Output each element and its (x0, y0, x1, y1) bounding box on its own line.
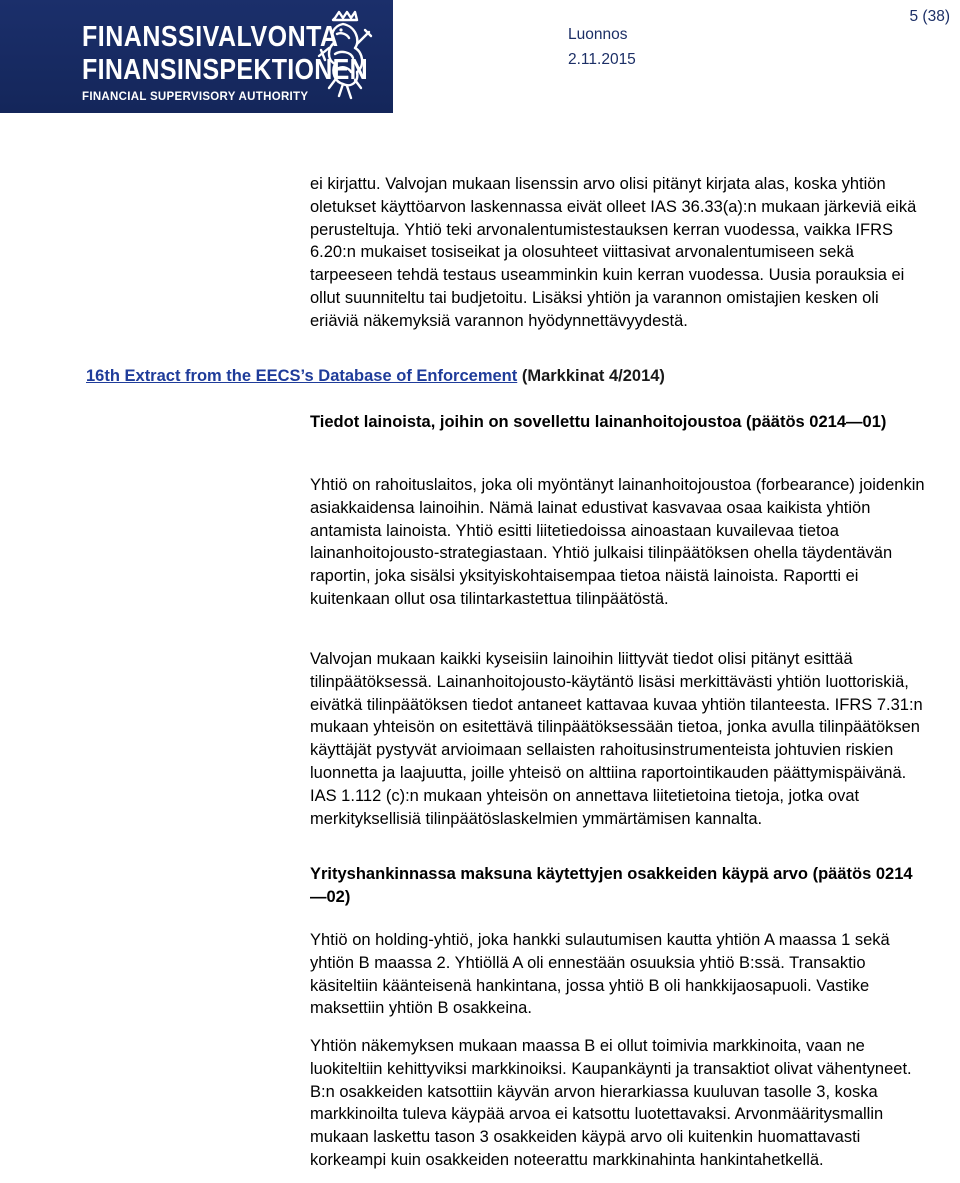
case2-paragraph-2: Yhtiön näkemyksen mukaan maassa B ei ollut toimivia markkinoita, vaan ne luokiteltiin kehittyviksi markkinoiksi. Kaupankäynti ja transaktiot olivat vähentyneet. B:n osakkeiden katsottiin käyvän arvon hierarkiassa kuuluvan tasolle 3, koska markkinoilta tuleva käypää arvoa ei katsottu luotettavaksi. Arvonmääritysmallin mukaan laskettu tason 3 osakkeiden käypä arvo oli kuitenkin huomattavasti korkeampi kuin osakkeiden noteerattu markkinahinta hankintahetkellä. (310, 1037, 912, 1169)
status-label: Luonnos (568, 26, 628, 43)
logo-line-en: FINANCIAL SUPERVISORY AUTHORITY (82, 91, 309, 103)
document-date: 2.11.2015 (568, 51, 636, 68)
extract-source: (Markkinat 4/2014) (517, 367, 665, 385)
case2-title: Yrityshankinnassa maksuna käytettyjen osakkeiden käypä arvo (päätös 0214—02) (310, 865, 913, 906)
logo-line-sv: FINANSINSPEKTIONEN (82, 53, 368, 87)
intro-paragraph-block (310, 173, 928, 333)
extract-reference (86, 367, 665, 386)
case2-title-block (310, 863, 928, 909)
page-number: 5 (38) (909, 8, 950, 25)
case2-paragraph-1: Yhtiö on holding-yhtiö, joka hankki sulautumisen kautta yhtiön A maassa 1 sekä yhtiön B maassa 2. Yhtiöllä A oli ennestään osuuksia yhtiö B:ssä. Transaktio käsiteltiin käänteisenä hankintana, jossa yhtiö B oli hankkijaosapuoli. Vastike maksettiin yhtiön B osakkeina. (310, 931, 890, 1018)
case1-title-block (310, 411, 928, 434)
case1-p1-block (310, 474, 928, 611)
document-header (0, 0, 960, 113)
case1-title: Tiedot lainoista, joihin on sovellettu lainanhoitojoustoa (päätös 0214—01) (310, 413, 887, 431)
lion-crest-icon (313, 8, 377, 104)
case2-p1-block (310, 929, 928, 1020)
logo (0, 0, 393, 113)
document-status (568, 22, 636, 72)
case1-paragraph-1: Yhtiö on rahoituslaitos, joka oli myöntänyt lainanhoitojoustoa (forbearance) joidenkin asiakkaidensa lainoihin. Nämä lainat edustivat kasvavaa osaa kaikista yhtiön antamista lainoista. Yhtiö esitti liitetiedoissa ainoastaan kuvailevaa tietoa lainanhoitojousto-strategiastaan. Yhtiö julkaisi tilinpäätöksen ohella täydentävän raportin, joka sisälsi yksityiskohtaisempaa tietoa näistä lainoista. Raportti ei kuitenkaan ollut osa tilintarkastettua tilinpäätöstä. (310, 476, 925, 608)
case2-p2-block (310, 1035, 928, 1172)
case1-p2-block (310, 648, 928, 830)
eecs-database-link[interactable]: 16th Extract from the EECS’s Database of Enforcement (86, 367, 518, 385)
case1-paragraph-2: Valvojan mukaan kaikki kyseisiin lainoihin liittyvät tiedot olisi pitänyt esittää tilinpäätöksessä. Lainanhoitojousto-käytäntö lisäsi merkittävästi yhtiön luottoriskiä, eivätkä tilinpäätöksen tiedot antaneet kattavaa kuvaa yhtiön tilanteesta. IFRS 7.31:n mukaan yhteisön on esitettävä tilinpäätöksessään tietoa, jonka avulla tilinpäätöksen käyttäjät pystyvät arvioimaan sellaisten rahoitusinstrumenteista johtuvien riskien luonnetta ja laajuutta, joille yhteisö on alttiina raportointikauden päättymispäivänä. IAS 1.112 (c):n mukaan yhteisön on annettava liitetietoina tietoja, jotka ovat merkityksellisiä tilinpäätöslaskelmien ymmärtämisen kannalta. (310, 650, 923, 828)
intro-paragraph: ei kirjattu. Valvojan mukaan lisenssin arvo olisi pitänyt kirjata alas, koska yhtiön oletukset käyttöarvon laskennassa eivät olleet IAS 36.33(a):n mukaan järkeviä eikä perusteltuja. Yhtiö teki arvonalentumistestauksen kerran vuodessa, vaikka IFRS 6.20:n mukaiset tosiseikat ja olosuhteet viittasivat arvonalentumiseen sekä tarpeeseen tehdä testaus useamminkin kuin kerran vuodessa. Uusia porauksia ei ollut suunniteltu tai budjetoitu. Lisäksi yhtiön ja varannon omistajien kesken oli eriäviä näkemyksiä varannon hyödynnettävyydestä. (310, 175, 917, 330)
logo-line-fi: FINANSSIVALVONTA (82, 20, 339, 54)
